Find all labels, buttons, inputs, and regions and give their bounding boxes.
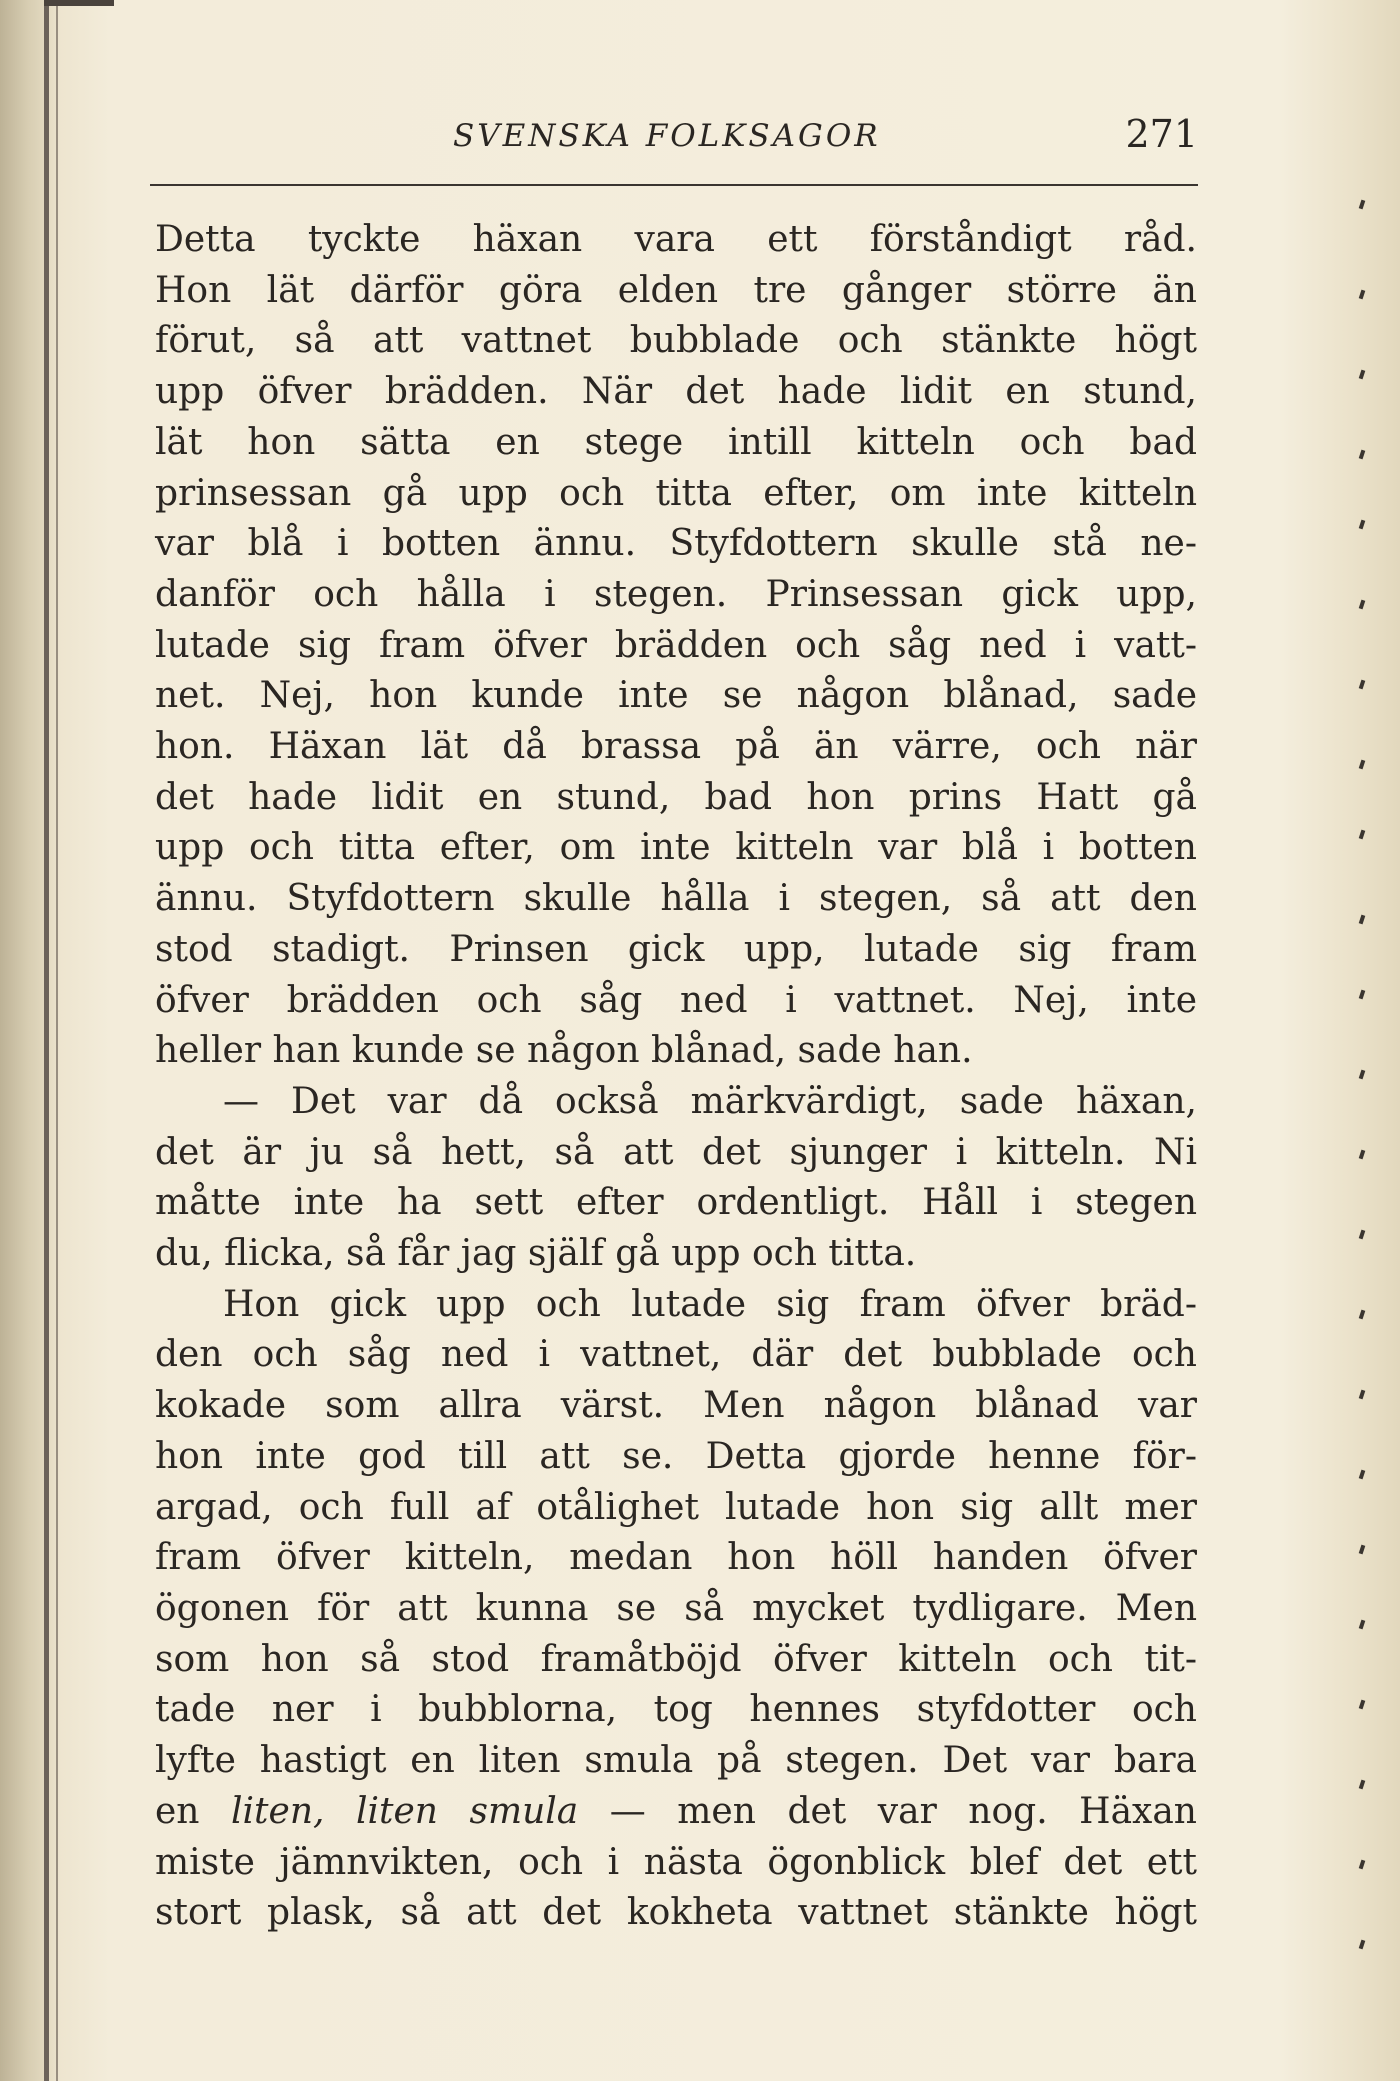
text-line: hon inte god till att se. Detta gjorde henne för- xyxy=(155,1435,1197,1477)
corner-mark xyxy=(44,0,114,6)
edge-mark xyxy=(1359,600,1366,610)
text-line: prinsessan gå upp och titta efter, om inte kitteln xyxy=(155,472,1197,514)
text-line: Hon gick upp och lutade sig fram öfver bräd- xyxy=(223,1283,1197,1325)
edge-mark xyxy=(1359,1860,1366,1870)
text-line: lyfte hastigt en liten smula på stegen. Det var bara xyxy=(155,1740,1197,1782)
text-line-italic xyxy=(155,1787,1197,1838)
edge-mark xyxy=(1359,990,1366,1000)
edge-mark xyxy=(1359,1390,1366,1400)
edge-mark xyxy=(1359,1470,1366,1480)
edge-mark xyxy=(1359,200,1366,210)
text-line: måtte inte ha sett efter ordentligt. Håll i stegen xyxy=(155,1182,1197,1224)
text-line: upp öfver brädden. När det hade lidit en stund, xyxy=(155,371,1197,413)
text-line: fram öfver kitteln, medan hon höll handen öfver xyxy=(155,1537,1197,1579)
text-line: du, flicka, så får jag själf gå upp och titta. xyxy=(155,1233,917,1275)
running-head: SVENSKA FOLKSAGOR xyxy=(453,118,881,154)
line-before: en xyxy=(155,1790,232,1832)
edge-mark xyxy=(1359,290,1366,300)
text-line: stort plask, så att det kokheta vattnet stänkte högt xyxy=(155,1892,1197,1934)
edge-mark xyxy=(1359,1310,1366,1320)
edge-mark xyxy=(1359,760,1366,770)
text-line: miste jämnvikten, och i nästa ögonblick blef det ett xyxy=(155,1841,1197,1883)
text-line: som hon så stod framåtböjd öfver kitteln och tit- xyxy=(155,1638,1197,1680)
edge-mark xyxy=(1359,520,1366,530)
edge-mark xyxy=(1359,830,1366,840)
edge-mark xyxy=(1359,1940,1366,1950)
edge-mark xyxy=(1359,1230,1366,1240)
binding-edge-inner xyxy=(56,0,58,2081)
text-line: stod stadigt. Prinsen gick upp, lutade sig fram xyxy=(155,928,1197,970)
text-line: den och såg ned i vattnet, där det bubblade och xyxy=(155,1334,1197,1376)
text-line: — Det var då också märkvärdigt, sade häxan, xyxy=(223,1080,1197,1122)
body-text xyxy=(155,215,1197,1939)
text-line: lutade sig fram öfver brädden och såg ned i vatt- xyxy=(155,624,1197,666)
text-line: Hon lät därför göra elden tre gånger större än xyxy=(155,269,1197,311)
edge-mark xyxy=(1359,1150,1366,1160)
text-line: var blå i botten ännu. Styfdottern skulle stå ne- xyxy=(155,523,1197,565)
page-header xyxy=(150,112,1198,178)
italic-phrase: liten, liten smula xyxy=(231,1790,579,1832)
text-line: danför och hålla i stegen. Prinsessan gick upp, xyxy=(155,573,1197,615)
page-number: 271 xyxy=(1125,112,1198,156)
edge-mark xyxy=(1359,370,1366,380)
text-line: det är ju så hett, så att det sjunger i kitteln. Ni xyxy=(155,1131,1197,1173)
text-line: heller han kunde se någon blånad, sade han. xyxy=(155,1030,973,1072)
text-line: förut, så att vattnet bubblade och stänkte högt xyxy=(155,320,1197,362)
text-line: upp och titta efter, om inte kitteln var blå i botten xyxy=(155,827,1197,869)
page-gutter xyxy=(0,0,60,2081)
text-line: net. Nej, hon kunde inte se någon blånad, sade xyxy=(155,675,1197,717)
edge-mark xyxy=(1359,915,1366,925)
edge-mark xyxy=(1359,1545,1366,1555)
edge-mark xyxy=(1359,450,1366,460)
edge-mark xyxy=(1359,1700,1366,1710)
edge-mark xyxy=(1359,1620,1366,1630)
text-line: ännu. Styfdottern skulle hålla i stegen, så att den xyxy=(155,878,1197,920)
page-edge-marks xyxy=(1350,0,1400,2081)
text-line: öfver brädden och såg ned i vattnet. Nej, inte xyxy=(155,979,1197,1021)
text-line: ögonen för att kunna se så mycket tydligare. Men xyxy=(155,1587,1197,1629)
text-line: tade ner i bubblorna, tog hennes styfdotter och xyxy=(155,1689,1197,1731)
text-line: kokade som allra värst. Men någon blånad var xyxy=(155,1385,1197,1427)
edge-mark xyxy=(1359,1780,1366,1790)
edge-mark xyxy=(1359,1070,1366,1080)
text-line: hon. Häxan lät då brassa på än värre, och när xyxy=(155,726,1197,768)
text-line: det hade lidit en stund, bad hon prins Hatt gå xyxy=(155,776,1197,818)
edge-mark xyxy=(1359,680,1366,690)
text-line: argad, och full af otålighet lutade hon sig allt mer xyxy=(155,1486,1197,1528)
text-line: lät hon sätta en stege intill kitteln och bad xyxy=(155,421,1197,463)
header-rule xyxy=(150,184,1198,186)
binding-edge xyxy=(44,0,49,2081)
line-after: — men det var nog. Häxan xyxy=(578,1790,1197,1832)
text-line: Detta tyckte häxan vara ett förståndigt råd. xyxy=(155,219,1197,260)
